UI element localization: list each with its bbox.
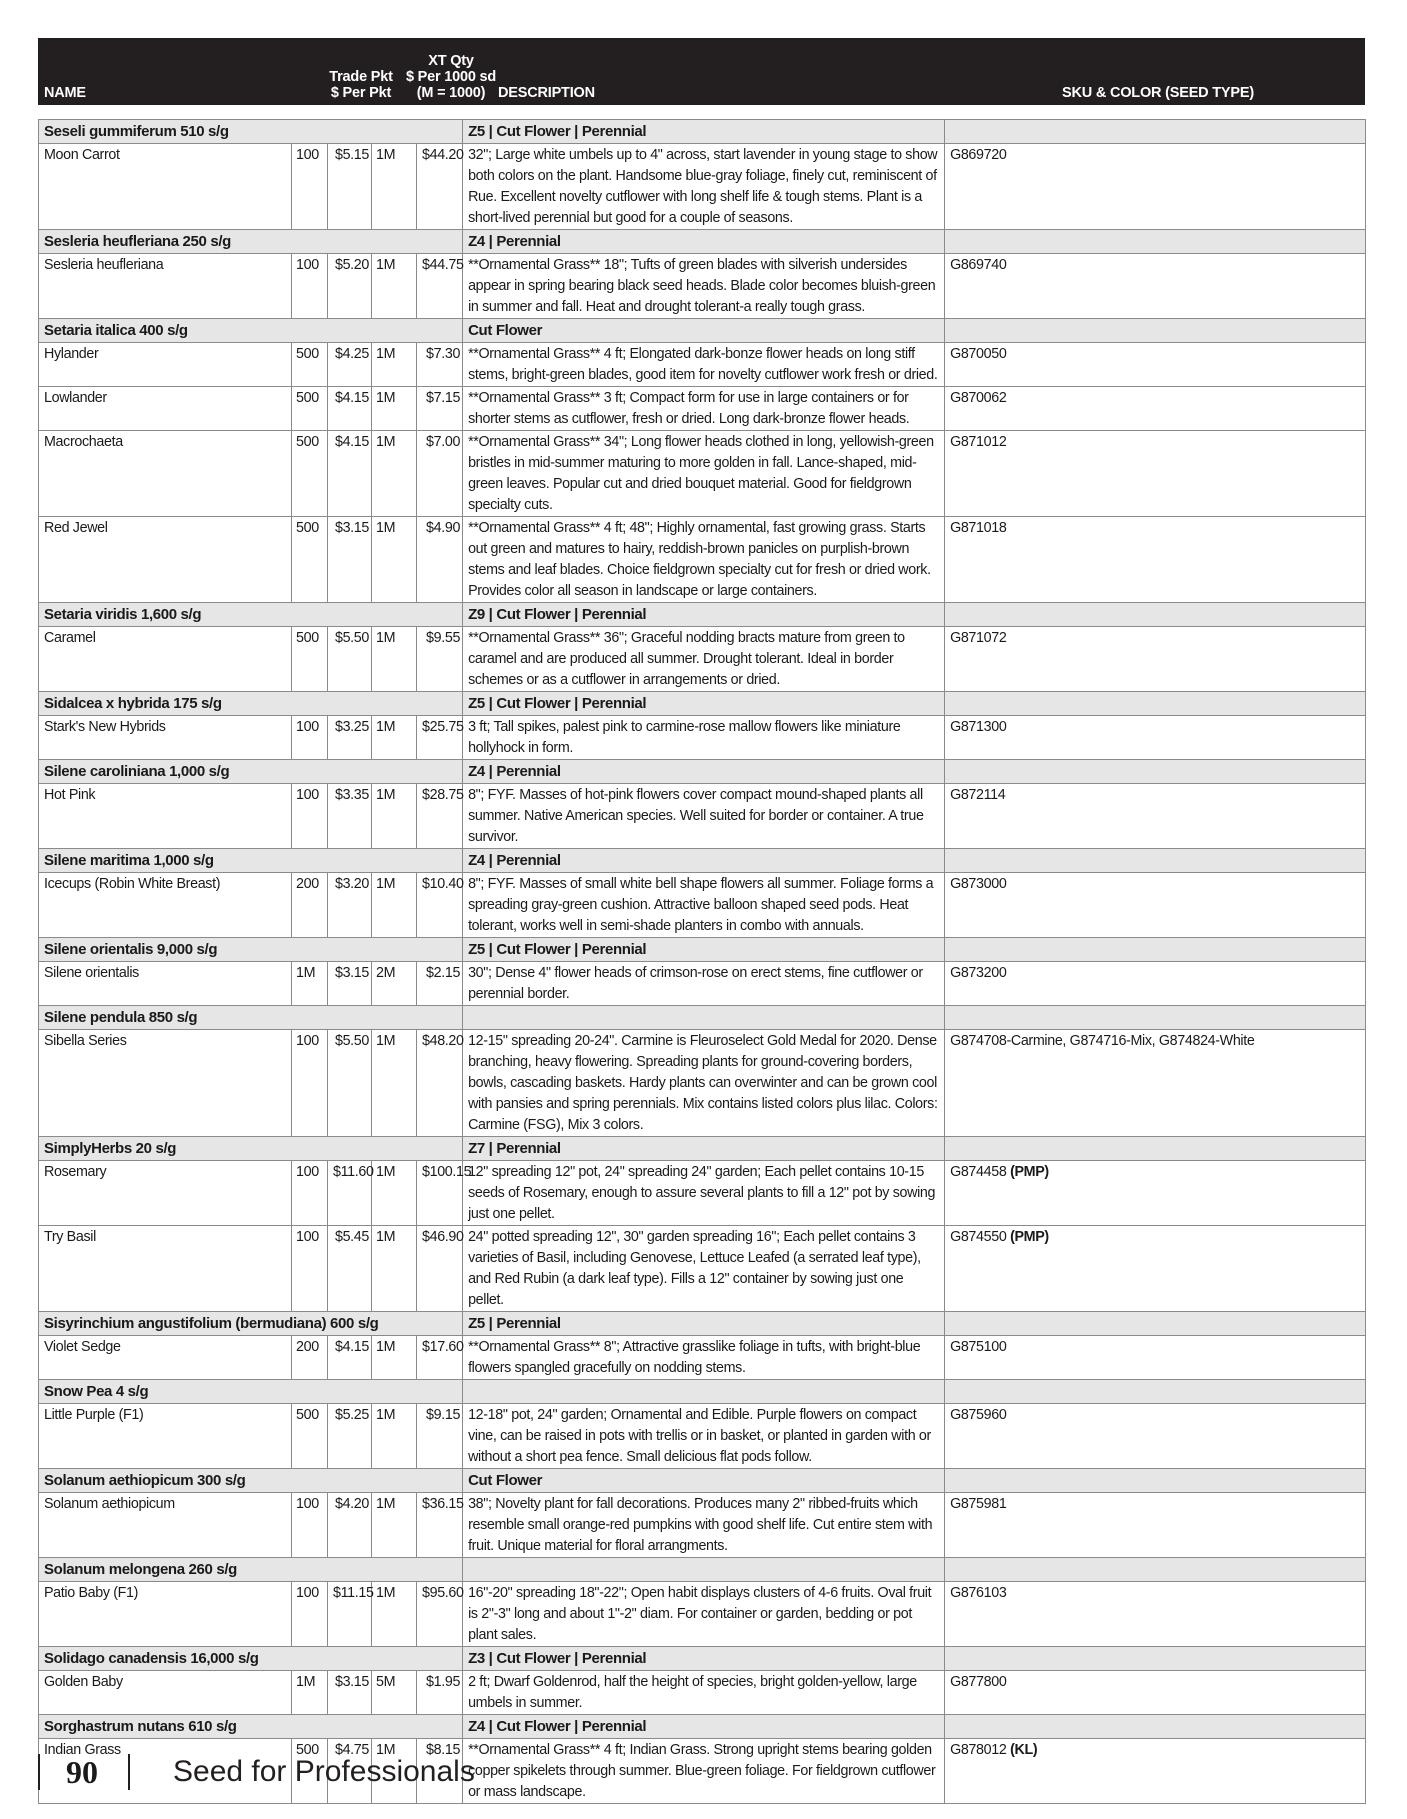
xt-price: $1.95	[417, 1671, 463, 1715]
variety-name: Red Jewel	[39, 517, 292, 603]
variety-name: Hylander	[39, 343, 292, 387]
trade-pkt-price: $3.15	[328, 517, 372, 603]
trade-pkt-price: $5.15	[328, 144, 372, 230]
sku-code: G874458	[950, 1164, 1007, 1180]
variety-sku	[945, 784, 1366, 849]
species-name: Silene pendula 850 s/g	[39, 1006, 463, 1030]
variety-name: Little Purple (F1)	[39, 1404, 292, 1469]
trade-pkt-price: $11.60	[328, 1161, 372, 1226]
species-row	[39, 760, 1366, 784]
variety-row	[39, 716, 1366, 760]
variety-row	[39, 1030, 1366, 1137]
species-name: Setaria italica 400 s/g	[39, 319, 463, 343]
variety-sku	[945, 1671, 1366, 1715]
variety-name: Caramel	[39, 627, 292, 692]
trade-pkt-qty: 200	[292, 1336, 328, 1380]
header-sku: SKU & COLOR (SEED TYPE)	[1062, 85, 1254, 101]
xt-price: $7.15	[417, 387, 463, 431]
variety-sku	[945, 1582, 1366, 1647]
species-name: Setaria viridis 1,600 s/g	[39, 603, 463, 627]
seed-type: (PMP)	[1010, 1229, 1049, 1245]
xt-qty: 1M	[372, 784, 417, 849]
species-name: Sesleria heufleriana 250 s/g	[39, 230, 463, 254]
trade-pkt-qty: 1M	[292, 1671, 328, 1715]
species-tags: Z5 | Cut Flower | Perennial	[463, 938, 945, 962]
trade-pkt-qty: 500	[292, 627, 328, 692]
xt-qty: 1M	[372, 1161, 417, 1226]
variety-row	[39, 1161, 1366, 1226]
species-row	[39, 938, 1366, 962]
sku-code: G870050	[950, 346, 1007, 362]
header-xt-qty: XT Qty $ Per 1000 sd (M = 1000)	[405, 53, 497, 101]
variety-row	[39, 431, 1366, 517]
species-name: Solidago canadensis 16,000 s/g	[39, 1647, 463, 1671]
variety-row	[39, 343, 1366, 387]
xt-qty: 1M	[372, 144, 417, 230]
variety-description: **Ornamental Grass** 4 ft; Indian Grass. Strong upright stems bearing golden copper spikelets through summer. Blue-green foliage. For fieldgrown cutflower or mass landscape.	[463, 1739, 945, 1804]
sku-code: G873000	[950, 876, 1007, 892]
trade-pkt-qty: 500	[292, 343, 328, 387]
species-row	[39, 1647, 1366, 1671]
variety-name: Macrochaeta	[39, 431, 292, 517]
trade-pkt-qty: 500	[292, 1739, 328, 1804]
sku-code: G870062	[950, 390, 1007, 406]
species-sku-blank	[945, 1469, 1366, 1493]
species-sku-blank	[945, 230, 1366, 254]
xt-qty: 1M	[372, 1336, 417, 1380]
variety-name: Patio Baby (F1)	[39, 1582, 292, 1647]
trade-pkt-price: $3.25	[328, 716, 372, 760]
variety-row	[39, 144, 1366, 230]
xt-price: $25.75	[417, 716, 463, 760]
trade-pkt-qty: 100	[292, 1161, 328, 1226]
variety-description: 12" spreading 12" pot, 24" spreading 24" garden; Each pellet contains 10-15 seeds of Rosemary, enough to assure several plants to fill a 12" pot by sowing just one pellet.	[463, 1161, 945, 1226]
trade-pkt-price: $11.15	[328, 1582, 372, 1647]
variety-description: 12-15" spreading 20-24". Carmine is Fleuroselect Gold Medal for 2020. Dense branching, heavy flowering. Spreading plants for ground-covering borders, bowls, cascading baskets. Hardy plants can overwinter and can be grown cool with pansies and spring perennials. Mix contains listed colors plus lilac. Colors: Carmine (FSG), Mix 3 colors.	[463, 1030, 945, 1137]
species-sku-blank	[945, 120, 1366, 144]
variety-sku	[945, 1493, 1366, 1558]
trade-pkt-qty: 100	[292, 784, 328, 849]
variety-sku	[945, 1404, 1366, 1469]
xt-qty: 1M	[372, 873, 417, 938]
species-row	[39, 1469, 1366, 1493]
variety-sku	[945, 627, 1366, 692]
variety-description: 2 ft; Dwarf Goldenrod, half the height of species, bright golden-yellow, large umbels in summer.	[463, 1671, 945, 1715]
sku-code: G874708-Carmine, G874716-Mix, G874824-White	[950, 1033, 1255, 1049]
xt-qty: 1M	[372, 627, 417, 692]
variety-row	[39, 627, 1366, 692]
species-sku-blank	[945, 692, 1366, 716]
xt-price: $44.75	[417, 254, 463, 319]
trade-pkt-qty: 200	[292, 873, 328, 938]
trade-pkt-price: $5.50	[328, 627, 372, 692]
sku-code: G871018	[950, 520, 1007, 536]
species-row	[39, 319, 1366, 343]
xt-price: $7.00	[417, 431, 463, 517]
xt-price: $28.75	[417, 784, 463, 849]
trade-pkt-price: $5.20	[328, 254, 372, 319]
xt-price: $2.15	[417, 962, 463, 1006]
trade-pkt-qty: 100	[292, 144, 328, 230]
species-name: Sidalcea x hybrida 175 s/g	[39, 692, 463, 716]
species-tags	[463, 1558, 945, 1582]
trade-pkt-price: $3.15	[328, 1671, 372, 1715]
trade-pkt-price: $4.25	[328, 343, 372, 387]
variety-row	[39, 1493, 1366, 1558]
footer-divider	[128, 1754, 130, 1790]
xt-qty: 1M	[372, 1582, 417, 1647]
species-sku-blank	[945, 1558, 1366, 1582]
variety-row	[39, 1582, 1366, 1647]
species-tags: Z7 | Perennial	[463, 1137, 945, 1161]
species-sku-blank	[945, 603, 1366, 627]
variety-sku	[945, 144, 1366, 230]
trade-pkt-price: $5.45	[328, 1226, 372, 1312]
sku-code: G878012	[950, 1742, 1007, 1758]
xt-price: $10.40	[417, 873, 463, 938]
variety-sku	[945, 343, 1366, 387]
trade-pkt-qty: 100	[292, 1030, 328, 1137]
species-row	[39, 1380, 1366, 1404]
xt-price: $100.15	[417, 1161, 463, 1226]
species-row	[39, 230, 1366, 254]
xt-price: $9.15	[417, 1404, 463, 1469]
species-sku-blank	[945, 1137, 1366, 1161]
species-sku-blank	[945, 1312, 1366, 1336]
variety-name: Icecups (Robin White Breast)	[39, 873, 292, 938]
species-name: Silene maritima 1,000 s/g	[39, 849, 463, 873]
variety-description: **Ornamental Grass** 34"; Long flower heads clothed in long, yellowish-green bristles in mid-summer maturing to more golden in fall. Lance-shaped, mid-green leaves. Popular cut and dried bouquet material. Good for fieldgrown specialty cuts.	[463, 431, 945, 517]
variety-description: **Ornamental Grass** 4 ft; 48"; Highly ornamental, fast growing grass. Starts out green and matures to hairy, reddish-brown panicles on purplish-brown stems and leaf blades. Choice fieldgrown specialty cut for fresh or dried work. Provides color all season in landscape or large containers.	[463, 517, 945, 603]
species-name: Seseli gummiferum 510 s/g	[39, 120, 463, 144]
footer-divider	[38, 1754, 40, 1790]
species-tags: Cut Flower	[463, 319, 945, 343]
variety-description: 8"; FYF. Masses of small white bell shape flowers all summer. Foliage forms a spreading gray-green cushion. Attractive balloon shaped seed pods. Heat tolerant, works well in semi-shade planters in combo with annuals.	[463, 873, 945, 938]
xt-price: $46.90	[417, 1226, 463, 1312]
seed-type: (KL)	[1010, 1742, 1038, 1758]
trade-pkt-price: $4.20	[328, 1493, 372, 1558]
variety-name: Sesleria heufleriana	[39, 254, 292, 319]
sku-code: G871012	[950, 434, 1007, 450]
trade-pkt-price: $3.15	[328, 962, 372, 1006]
xt-qty: 1M	[372, 431, 417, 517]
xt-price: $44.20	[417, 144, 463, 230]
xt-price: $7.30	[417, 343, 463, 387]
variety-description: 30"; Dense 4" flower heads of crimson-rose on erect stems, fine cutflower or perennial border.	[463, 962, 945, 1006]
trade-pkt-qty: 100	[292, 1226, 328, 1312]
variety-name: Hot Pink	[39, 784, 292, 849]
trade-pkt-price: $4.15	[328, 431, 372, 517]
sku-code: G869720	[950, 147, 1007, 163]
trade-pkt-price: $3.35	[328, 784, 372, 849]
xt-qty: 1M	[372, 1030, 417, 1137]
trade-pkt-qty: 500	[292, 387, 328, 431]
variety-sku	[945, 716, 1366, 760]
species-row	[39, 692, 1366, 716]
trade-pkt-price: $4.15	[328, 387, 372, 431]
variety-description: **Ornamental Grass** 4 ft; Elongated dark-bonze flower heads on long stiff stems, bright-green blades, good item for novelty cutflower work fresh or dried.	[463, 343, 945, 387]
trade-pkt-price: $3.20	[328, 873, 372, 938]
header-description: DESCRIPTION	[498, 85, 595, 101]
variety-name: Indian Grass	[39, 1739, 292, 1804]
header-name: NAME	[44, 85, 86, 101]
variety-sku	[945, 517, 1366, 603]
sku-code: G872114	[950, 787, 1006, 803]
variety-name: Lowlander	[39, 387, 292, 431]
variety-description: 3 ft; Tall spikes, palest pink to carmine-rose mallow flowers like miniature hollyhock in form.	[463, 716, 945, 760]
trade-pkt-qty: 1M	[292, 962, 328, 1006]
xt-qty: 1M	[372, 387, 417, 431]
variety-sku	[945, 387, 1366, 431]
trade-pkt-qty: 500	[292, 431, 328, 517]
species-tags: Z5 | Cut Flower | Perennial	[463, 692, 945, 716]
variety-sku	[945, 1739, 1366, 1804]
species-name: Solanum melongena 260 s/g	[39, 1558, 463, 1582]
variety-description: 38"; Novelty plant for fall decorations. Produces many 2" ribbed-fruits which resemble small orange-red pumpkins with good shelf life. Cut entire stem with fruit. Unique material for floral arrangments.	[463, 1493, 945, 1558]
variety-name: Rosemary	[39, 1161, 292, 1226]
header-trade-pkt: Trade Pkt $ Per Pkt	[329, 69, 393, 101]
species-row	[39, 1312, 1366, 1336]
xt-qty: 1M	[372, 1493, 417, 1558]
species-tags: Z9 | Cut Flower | Perennial	[463, 603, 945, 627]
price-table	[38, 119, 1366, 1804]
species-tags: Z4 | Perennial	[463, 230, 945, 254]
species-sku-blank	[945, 938, 1366, 962]
sku-code: G875960	[950, 1407, 1007, 1423]
variety-row	[39, 873, 1366, 938]
variety-description: **Ornamental Grass** 8"; Attractive grasslike foliage in tufts, with bright-blue flowers spangled gracefully on nodding stems.	[463, 1336, 945, 1380]
sku-code: G871072	[950, 630, 1007, 646]
variety-name: Violet Sedge	[39, 1336, 292, 1380]
xt-price: $4.90	[417, 517, 463, 603]
variety-description: 32"; Large white umbels up to 4" across, start lavender in young stage to show both colors on the plant. Handsome blue-gray foliage, finely cut, reminiscent of Rue. Excellent novelty cutflower with long shelf life & tough stems. Plant is a short-lived perennial but good for a couple of seasons.	[463, 144, 945, 230]
variety-name: Try Basil	[39, 1226, 292, 1312]
species-row	[39, 1006, 1366, 1030]
publication-title: Seed for Professionals	[173, 1755, 475, 1788]
variety-description: 16"-20" spreading 18"-22"; Open habit displays clusters of 4-6 fruits. Oval fruit is 2"-3" long and about 1"-2" diam. For container or garden, bedding or pot plant sales.	[463, 1582, 945, 1647]
variety-row	[39, 387, 1366, 431]
xt-qty: 1M	[372, 716, 417, 760]
species-row	[39, 1715, 1366, 1739]
xt-qty: 1M	[372, 343, 417, 387]
variety-row	[39, 1336, 1366, 1380]
species-sku-blank	[945, 1006, 1366, 1030]
species-tags: Cut Flower	[463, 1469, 945, 1493]
variety-sku	[945, 1226, 1366, 1312]
variety-description: 8"; FYF. Masses of hot-pink flowers cover compact mound-shaped plants all summer. Native American species. Well suited for border or container. A true survivor.	[463, 784, 945, 849]
species-tags: Z4 | Perennial	[463, 849, 945, 873]
species-name: Snow Pea 4 s/g	[39, 1380, 463, 1404]
trade-pkt-qty: 100	[292, 716, 328, 760]
xt-price: $8.15	[417, 1739, 463, 1804]
species-tags: Z4 | Cut Flower | Perennial	[463, 1715, 945, 1739]
sku-code: G877800	[950, 1674, 1007, 1690]
xt-qty: 1M	[372, 1226, 417, 1312]
variety-sku	[945, 1336, 1366, 1380]
variety-sku	[945, 962, 1366, 1006]
species-sku-blank	[945, 849, 1366, 873]
species-row	[39, 1558, 1366, 1582]
variety-row	[39, 517, 1366, 603]
variety-description: 12-18" pot, 24" garden; Ornamental and Edible. Purple flowers on compact vine, can be raised in pots with trellis or in basket, or planted in garden with or without a short pea fence. Small delicious flat pods follow.	[463, 1404, 945, 1469]
variety-name: Sibella Series	[39, 1030, 292, 1137]
species-name: Sisyrinchium angustifolium (bermudiana) 600 s/g	[39, 1312, 463, 1336]
variety-name: Moon Carrot	[39, 144, 292, 230]
species-name: Sorghastrum nutans 610 s/g	[39, 1715, 463, 1739]
trade-pkt-price: $5.50	[328, 1030, 372, 1137]
variety-sku	[945, 873, 1366, 938]
variety-row	[39, 784, 1366, 849]
xt-qty: 1M	[372, 1739, 417, 1804]
variety-name: Stark's New Hybrids	[39, 716, 292, 760]
xt-qty: 1M	[372, 254, 417, 319]
species-sku-blank	[945, 1647, 1366, 1671]
species-tags: Z5 | Cut Flower | Perennial	[463, 120, 945, 144]
xt-price: $48.20	[417, 1030, 463, 1137]
species-name: Silene orientalis 9,000 s/g	[39, 938, 463, 962]
variety-sku	[945, 1030, 1366, 1137]
variety-name: Solanum aethiopicum	[39, 1493, 292, 1558]
variety-name: Golden Baby	[39, 1671, 292, 1715]
catalog-page	[38, 38, 1365, 1804]
sku-code: G876103	[950, 1585, 1007, 1601]
species-row	[39, 849, 1366, 873]
sku-code: G875100	[950, 1339, 1007, 1355]
seed-type: (PMP)	[1010, 1164, 1049, 1180]
trade-pkt-qty: 500	[292, 1404, 328, 1469]
species-sku-blank	[945, 1380, 1366, 1404]
trade-pkt-qty: 100	[292, 254, 328, 319]
variety-row	[39, 1671, 1366, 1715]
species-row	[39, 603, 1366, 627]
species-row	[39, 1137, 1366, 1161]
species-name: Silene caroliniana 1,000 s/g	[39, 760, 463, 784]
sku-code: G875981	[950, 1496, 1007, 1512]
species-tags	[463, 1006, 945, 1030]
xt-price: $95.60	[417, 1582, 463, 1647]
trade-pkt-qty: 500	[292, 517, 328, 603]
variety-description: 24" potted spreading 12", 30" garden spreading 16"; Each pellet contains 3 varieties of Basil, including Genovese, Lettuce Leafed (a serrated leaf type), and Red Rubin (a dark leaf type). Fills a 12" container by sowing just one pellet.	[463, 1226, 945, 1312]
variety-sku	[945, 1161, 1366, 1226]
species-tags: Z5 | Perennial	[463, 1312, 945, 1336]
species-sku-blank	[945, 1715, 1366, 1739]
variety-description: **Ornamental Grass** 18"; Tufts of green blades with silverish undersides appear in spring bearing black seed heads. Blade color becomes bluish-green in summer and fall. Heat and drought tolerant-a really tough grass.	[463, 254, 945, 319]
table-header	[38, 38, 1365, 105]
species-tags: Z4 | Perennial	[463, 760, 945, 784]
xt-qty: 2M	[372, 962, 417, 1006]
variety-sku	[945, 431, 1366, 517]
xt-qty: 1M	[372, 1404, 417, 1469]
species-name: Solanum aethiopicum 300 s/g	[39, 1469, 463, 1493]
variety-name: Silene orientalis	[39, 962, 292, 1006]
trade-pkt-price: $4.75	[328, 1739, 372, 1804]
variety-description: **Ornamental Grass** 36"; Graceful nodding bracts mature from green to caramel and are produced all summer. Drought tolerant. Ideal in border schemes or as a cutflower in arrangements or dried.	[463, 627, 945, 692]
species-sku-blank	[945, 319, 1366, 343]
variety-row	[39, 962, 1366, 1006]
variety-row	[39, 1226, 1366, 1312]
species-sku-blank	[945, 760, 1366, 784]
variety-sku	[945, 254, 1366, 319]
species-tags: Z3 | Cut Flower | Perennial	[463, 1647, 945, 1671]
sku-code: G869740	[950, 257, 1007, 273]
xt-qty: 5M	[372, 1671, 417, 1715]
species-row	[39, 120, 1366, 144]
species-name: SimplyHerbs 20 s/g	[39, 1137, 463, 1161]
variety-row	[39, 254, 1366, 319]
trade-pkt-qty: 100	[292, 1493, 328, 1558]
xt-price: $9.55	[417, 627, 463, 692]
trade-pkt-qty: 100	[292, 1582, 328, 1647]
xt-price: $17.60	[417, 1336, 463, 1380]
page-number: 90	[66, 1754, 98, 1790]
trade-pkt-price: $4.15	[328, 1336, 372, 1380]
sku-code: G873200	[950, 965, 1007, 981]
variety-row	[39, 1404, 1366, 1469]
xt-price: $36.15	[417, 1493, 463, 1558]
species-tags	[463, 1380, 945, 1404]
variety-description: **Ornamental Grass** 3 ft; Compact form for use in large containers or for shorter stems as cutflower, fresh or dried. Long dark-bronze flower heads.	[463, 387, 945, 431]
xt-qty: 1M	[372, 517, 417, 603]
sku-code: G874550	[950, 1229, 1007, 1245]
trade-pkt-price: $5.25	[328, 1404, 372, 1469]
sku-code: G871300	[950, 719, 1007, 735]
